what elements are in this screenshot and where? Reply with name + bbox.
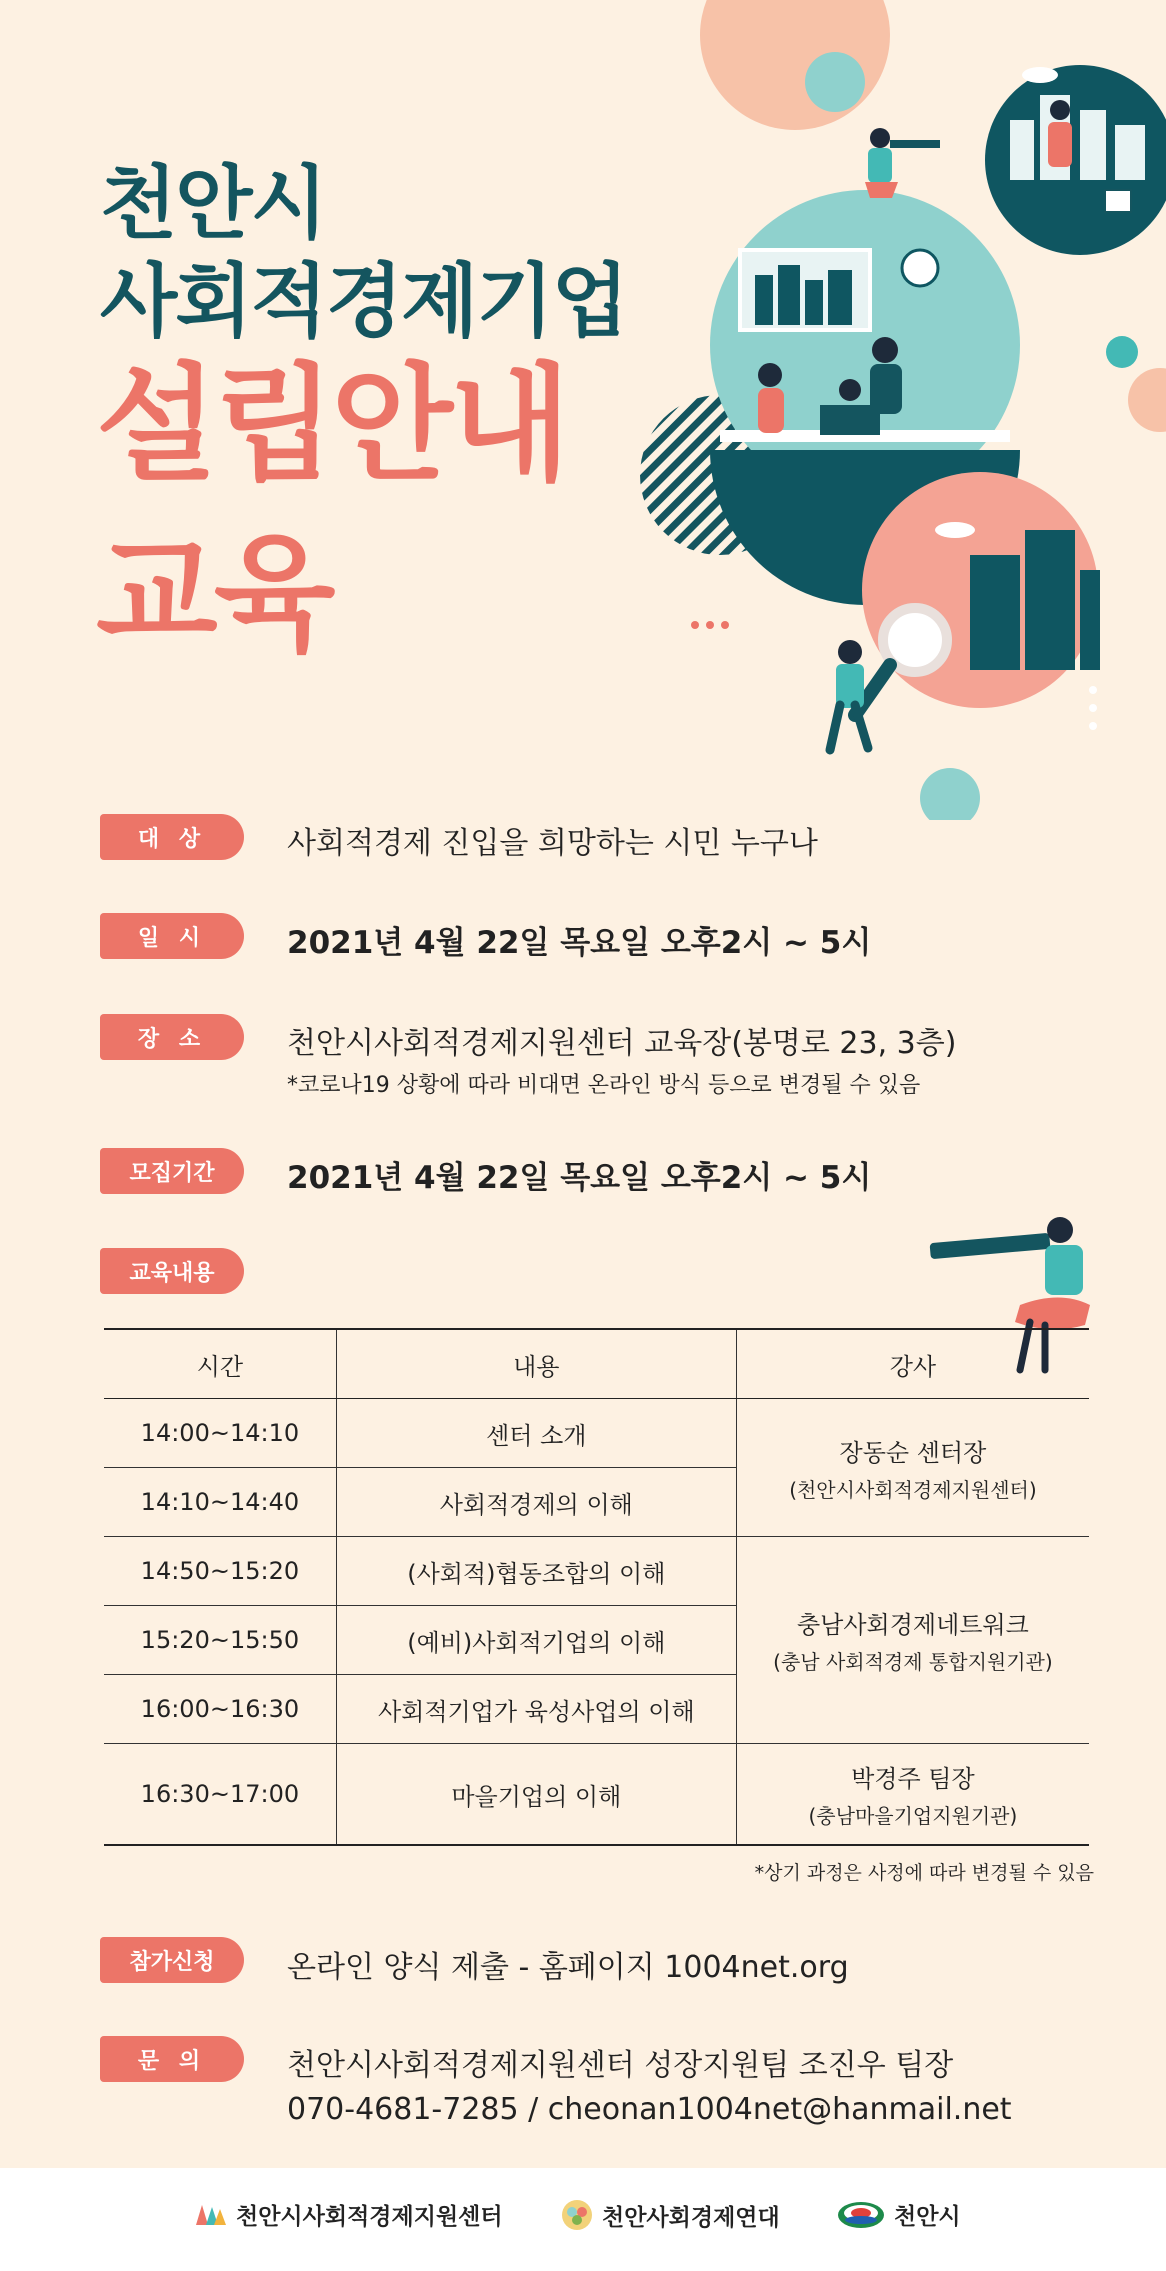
recruit-label: 모집기간 <box>100 1148 244 1194</box>
instructor-name: 충남사회경제네트워크 <box>796 1611 1029 1639</box>
contact-line-2: 070-4681-7285 / cheonan1004net@hanmail.net <box>287 2092 1012 2127</box>
row-content: (사회적)협동조합의 이해 <box>336 1537 736 1606</box>
place-note: *코로나19 상황에 따라 비대면 온라인 방식 등으로 변경될 수 있음 <box>287 1073 921 1098</box>
table-header-row <box>104 1329 1089 1399</box>
schedule-note: *상기 과정은 사정에 따라 변경될 수 있음 <box>754 1862 1094 1884</box>
row-time: 14:00~14:10 <box>104 1399 336 1468</box>
row-time: 16:00~16:30 <box>104 1675 336 1744</box>
instructor-cell <box>736 1537 1089 1744</box>
center-logo-icon <box>192 2199 228 2231</box>
row-content: 마을기업의 이해 <box>336 1744 736 1846</box>
logo-solidarity-text: 천안사회경제연대 <box>602 2204 780 2231</box>
place-value: 천안시사회적경제지원센터 교육장(봉명로 23, 3층) <box>287 1026 957 1061</box>
instructor-org: (충남 사회적경제 통합지원기관) <box>773 1650 1053 1674</box>
solidarity-logo-icon <box>560 2198 594 2232</box>
hero-illustration <box>640 0 1166 820</box>
title-line-1: 천안시 <box>100 157 326 250</box>
content-label: 교육내용 <box>100 1248 244 1294</box>
datetime-label: 일 시 <box>100 913 244 959</box>
apply-label: 참가신청 <box>100 1937 244 1983</box>
target-value: 사회적경제 진입을 희망하는 시민 누구나 <box>287 826 818 861</box>
row-content: (예비)사회적기업의 이해 <box>336 1606 736 1675</box>
header-time: 시간 <box>104 1329 336 1399</box>
contact-label: 문 의 <box>100 2036 244 2082</box>
table-row <box>104 1744 1089 1846</box>
row-content: 사회적기업가 육성사업의 이해 <box>336 1675 736 1744</box>
row-time: 16:30~17:00 <box>104 1744 336 1846</box>
row-content: 센터 소개 <box>336 1399 736 1468</box>
instructor-org: (충남마을기업지원기관) <box>808 1804 1018 1828</box>
city-logo-icon <box>836 2199 886 2231</box>
footer <box>0 2168 1166 2271</box>
header-instructor: 강사 <box>736 1329 1089 1399</box>
schedule-table <box>104 1328 1089 1846</box>
instructor-name: 장동순 센터장 <box>839 1438 987 1467</box>
target-label: 대 상 <box>100 814 244 860</box>
logo-center-text: 천안시사회적경제지원센터 <box>236 2204 503 2230</box>
row-time: 14:10~14:40 <box>104 1468 336 1537</box>
title-line-3: 설립안내 <box>96 351 567 498</box>
recruit-value: 2021년 4월 22일 목요일 오후2시 ~ 5시 <box>287 1160 872 1196</box>
instructor-org: (천안시사회적경제지원센터) <box>789 1477 1037 1502</box>
instructor-cell <box>736 1744 1089 1846</box>
contact-line-1: 천안시사회적경제지원센터 성장지원팀 조진우 팀장 <box>287 2048 954 2083</box>
logo-center <box>192 2198 503 2231</box>
instructor-name: 박경주 팀장 <box>851 1765 975 1793</box>
title-line-2: 사회적경제기업 <box>100 255 627 348</box>
table-row <box>104 1399 1089 1468</box>
row-time: 15:20~15:50 <box>104 1606 336 1675</box>
instructor-cell <box>736 1399 1089 1537</box>
row-content: 사회적경제의 이해 <box>336 1468 736 1537</box>
title-line-4: 교육 <box>96 521 332 668</box>
place-label: 장 소 <box>100 1014 244 1060</box>
logo-solidarity <box>560 2198 780 2232</box>
apply-value: 온라인 양식 제출 - 홈페이지 1004net.org <box>287 1950 849 1985</box>
table-row <box>104 1537 1089 1606</box>
row-time: 14:50~15:20 <box>104 1537 336 1606</box>
datetime-value: 2021년 4월 22일 목요일 오후2시 ~ 5시 <box>287 925 872 961</box>
logo-city-text: 천안시 <box>894 2204 961 2230</box>
logo-city <box>836 2198 961 2231</box>
header-content: 내용 <box>336 1329 736 1399</box>
